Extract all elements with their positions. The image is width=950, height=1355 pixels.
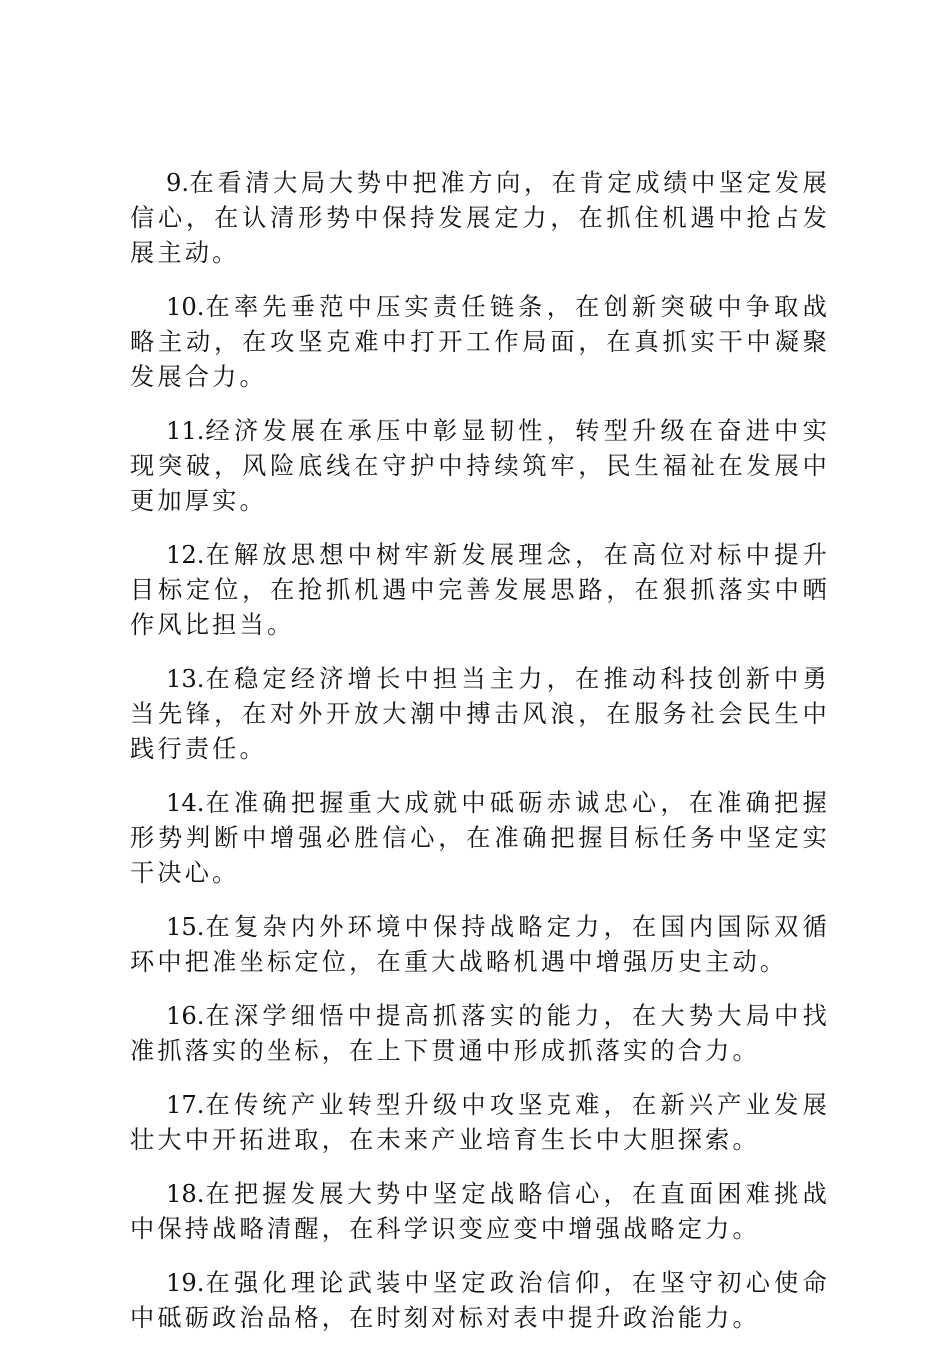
- paragraph-text: 在解放思想中树牢新发展理念，在高位对标中提升目标定位，在抢抓机遇中完善发展思路，在狠抓落实中晒作风比担当。: [130, 541, 830, 639]
- paragraph-17: [130, 1088, 830, 1158]
- paragraph-text: 在准确把握重大成就中砥砺赤诚忠心，在准确把握形势判断中增强必胜信心，在准确把握目标任务中坚定实干决心。: [130, 789, 830, 887]
- paragraph-text: 经济发展在承压中彰显韧性，转型升级在奋进中实现突破，风险底线在守护中持续筑牢，民生福祉在发展中更加厚实。: [130, 417, 830, 515]
- paragraph-15: [130, 910, 830, 980]
- paragraph-text: 在率先垂范中压实责任链条，在创新突破中争取战略主动，在攻坚克难中打开工作局面，在真抓实干中凝聚发展合力。: [130, 293, 830, 391]
- paragraph-number: 16.: [166, 1002, 205, 1030]
- paragraph-12: [130, 538, 830, 643]
- paragraph-number: 14.: [166, 789, 205, 817]
- paragraph-number: 19.: [166, 1269, 205, 1297]
- paragraph-11: [130, 414, 830, 519]
- document-body: [130, 166, 830, 1355]
- paragraph-number: 13.: [166, 665, 205, 693]
- paragraph-14: [130, 786, 830, 891]
- paragraph-19: [130, 1266, 830, 1336]
- paragraph-text: 在强化理论武装中坚定政治信仰，在坚守初心使命中砥砺政治品格，在时刻对标对表中提升政治能力。: [130, 1269, 830, 1332]
- paragraph-10: [130, 290, 830, 395]
- paragraph-number: 17.: [166, 1091, 205, 1119]
- paragraph-13: [130, 662, 830, 767]
- paragraph-text: 在复杂内外环境中保持战略定力，在国内国际双循环中把准坐标定位，在重大战略机遇中增强历史主动。: [130, 913, 830, 976]
- paragraph-number: 15.: [166, 913, 205, 941]
- paragraph-number: 12.: [166, 541, 205, 569]
- paragraph-9: [130, 166, 830, 271]
- paragraph-number: 11.: [166, 417, 205, 445]
- paragraph-16: [130, 999, 830, 1069]
- paragraph-18: [130, 1177, 830, 1247]
- paragraph-text: 在传统产业转型升级中攻坚克难，在新兴产业发展壮大中开拓进取，在未来产业培育生长中大胆探索。: [130, 1091, 830, 1154]
- paragraph-text: 在看清大局大势中把准方向，在肯定成绩中坚定发展信心，在认清形势中保持发展定力，在抓住机遇中抢占发展主动。: [130, 169, 830, 267]
- paragraph-number: 9.: [166, 169, 190, 197]
- paragraph-number: 10.: [166, 293, 205, 321]
- paragraph-number: 18.: [166, 1180, 205, 1208]
- paragraph-text: 在深学细悟中提高抓落实的能力，在大势大局中找准抓落实的坐标，在上下贯通中形成抓落实的合力。: [130, 1002, 830, 1065]
- paragraph-text: 在把握发展大势中坚定战略信心，在直面困难挑战中保持战略清醒，在科学识变应变中增强战略定力。: [130, 1180, 830, 1243]
- paragraph-text: 在稳定经济增长中担当主力，在推动科技创新中勇当先锋，在对外开放大潮中搏击风浪，在服务社会民生中践行责任。: [130, 665, 830, 763]
